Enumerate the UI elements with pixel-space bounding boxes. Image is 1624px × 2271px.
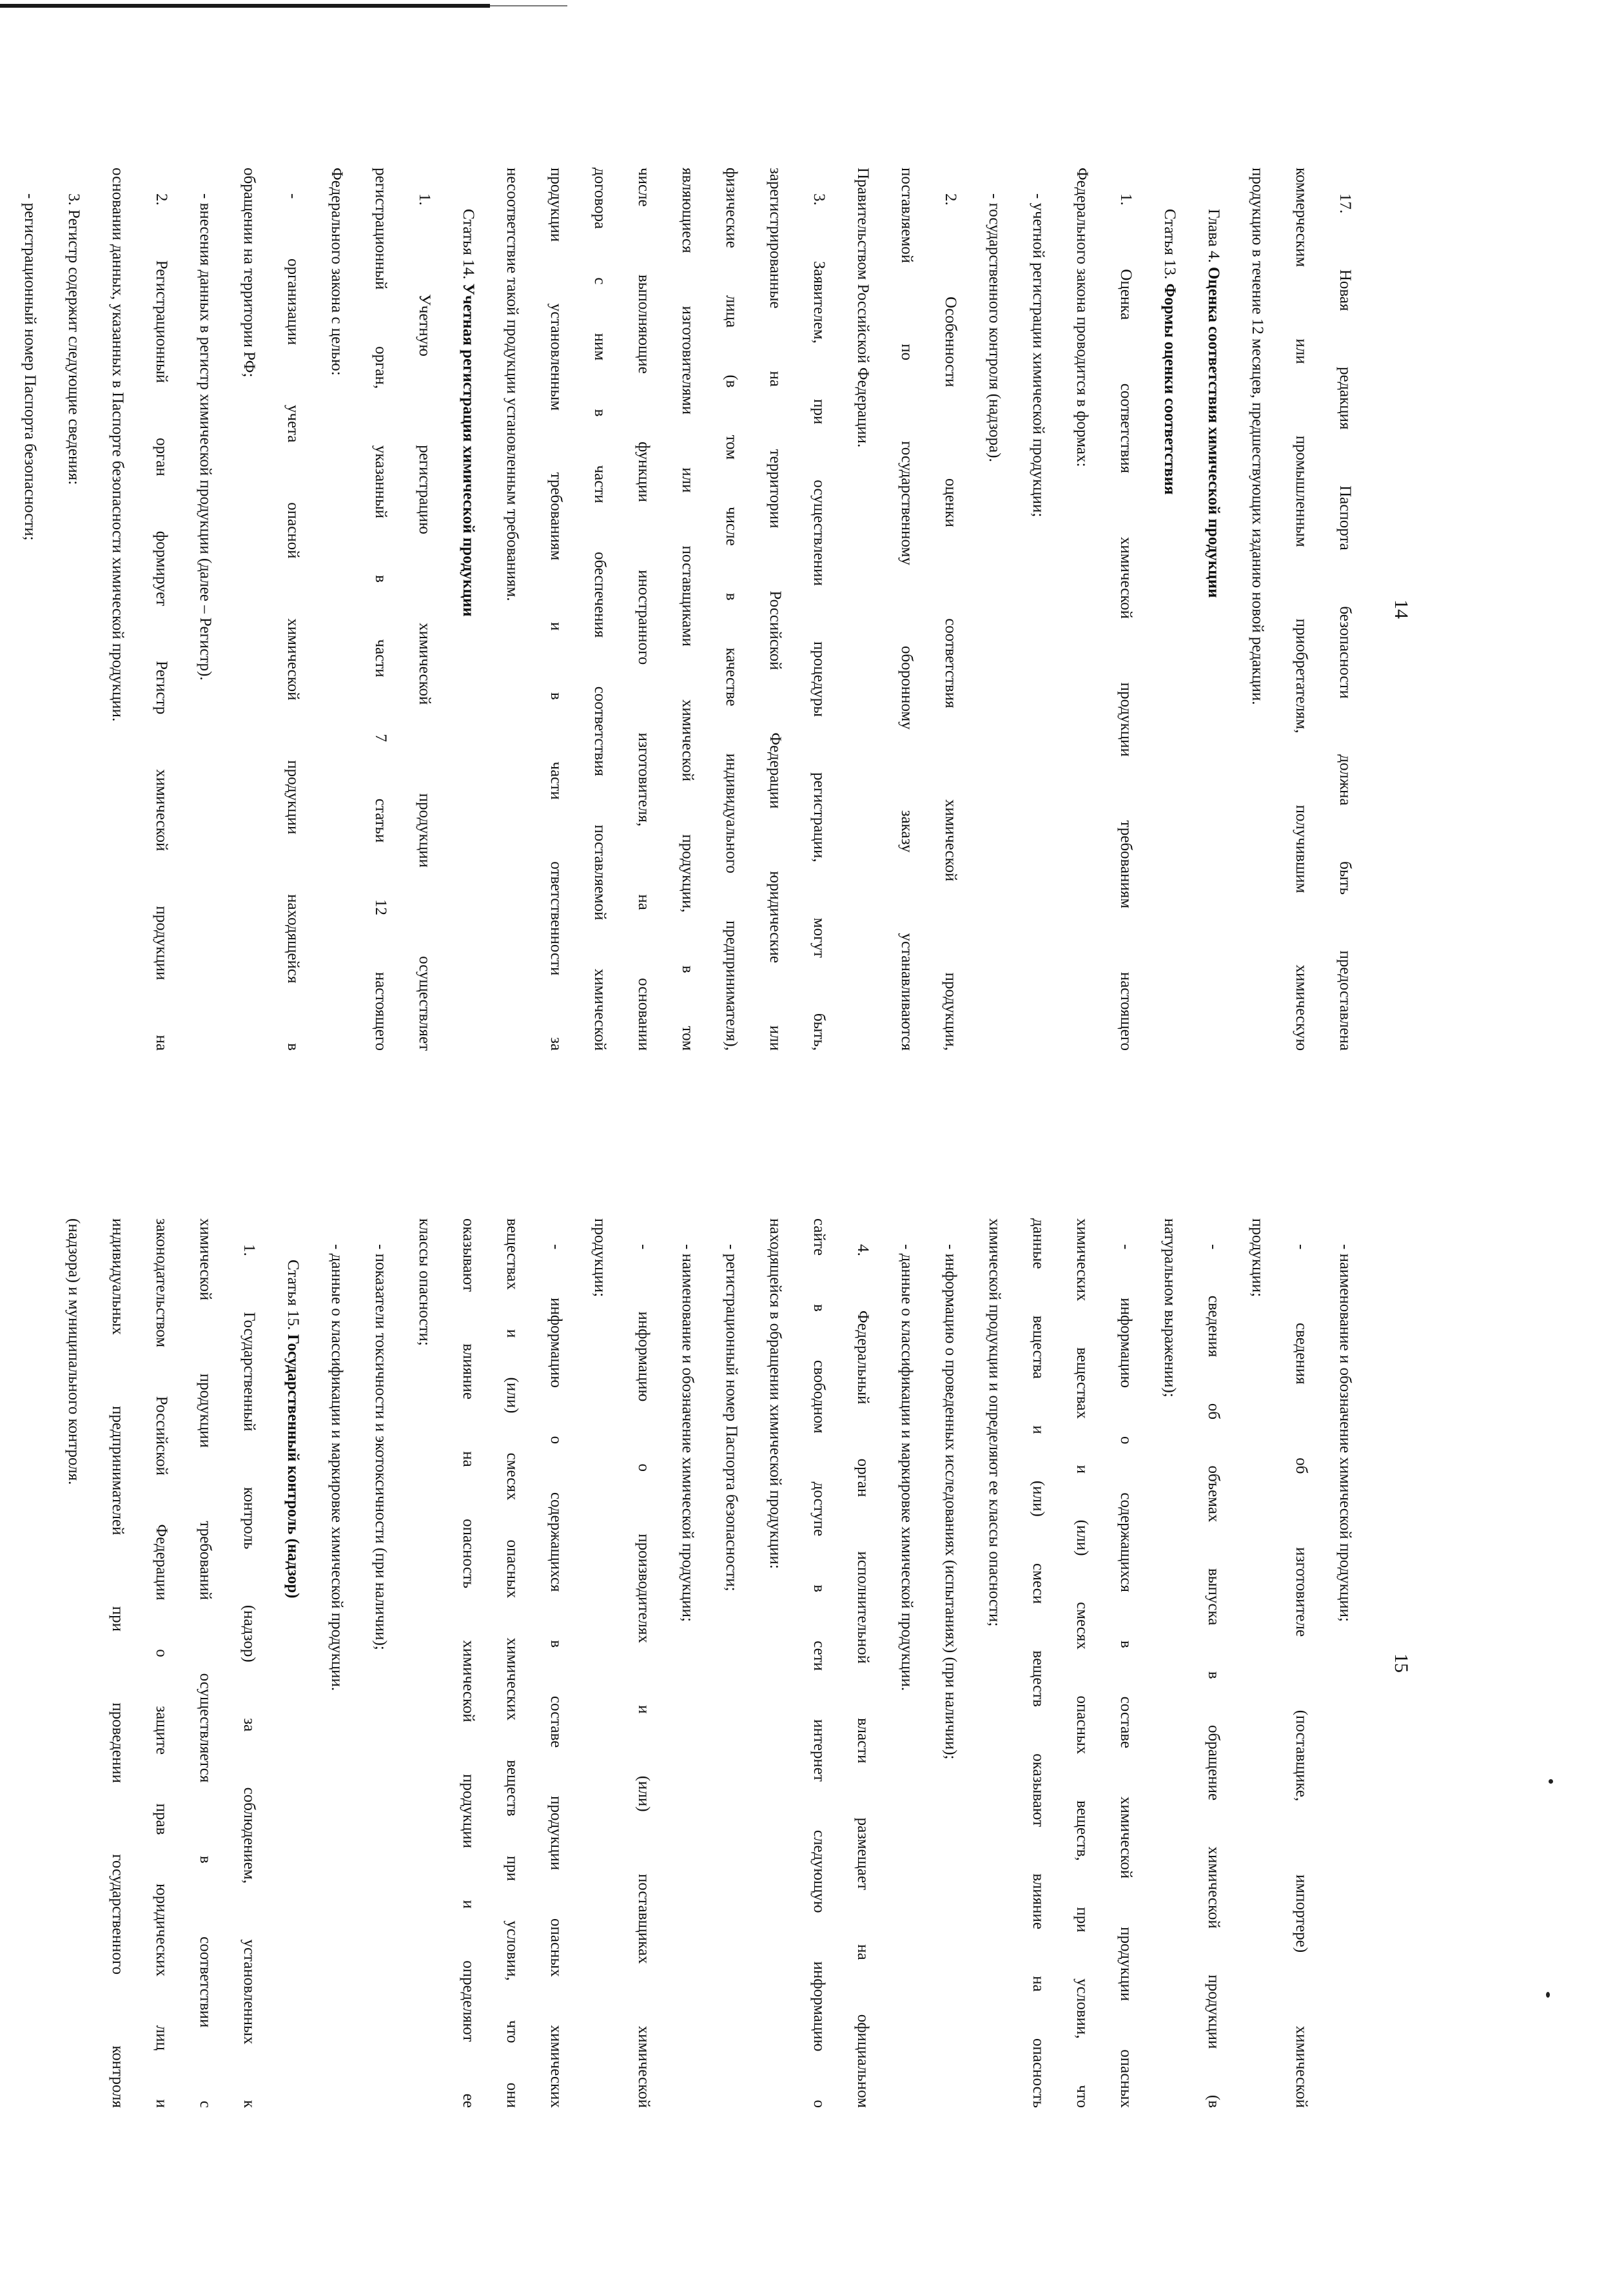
text-line xyxy=(1104,168,1148,1051)
text-line xyxy=(139,168,183,1051)
scan-speck xyxy=(1546,1992,1550,1998)
text-line xyxy=(621,1218,665,2108)
line-text: химических веществах и (или) смесях опасных веществ, при условии, что xyxy=(1073,1218,1091,2108)
line-text: - учетной регистрации химической продукции; xyxy=(1030,193,1047,518)
line-text: сайте в свободном доступе в сети интернет следующую информацию о xyxy=(810,1218,828,2108)
text-line xyxy=(928,168,972,1051)
text-line xyxy=(402,1218,446,2108)
text-line xyxy=(271,1218,315,2108)
line-text: зарегистрированные на территории Российской Федерации юридические или xyxy=(767,168,784,1051)
scan-speck xyxy=(1549,1779,1553,1784)
text-line xyxy=(534,168,578,1051)
text-line xyxy=(1235,1218,1279,2108)
line-text: - организации учета опасной химической продукции находящейся в xyxy=(284,193,302,1051)
text-line xyxy=(578,1218,621,2108)
line-text: 1. Государственный контроль (надзор) за соблюдением, установленных к xyxy=(240,1244,258,2108)
line-text: Статья 15. xyxy=(284,1260,302,1334)
line-text: оказывают влияние на опасность химической продукции и определяют ее xyxy=(460,1218,477,2108)
text-line xyxy=(841,1218,885,2108)
text-line xyxy=(52,168,95,1051)
line-text: - информацию о проведенных исследованиях (испытаниях) (при наличии); xyxy=(942,1244,959,1760)
scan-edge-mark xyxy=(0,4,490,8)
text-line xyxy=(1148,168,1191,1051)
line-text: 4. Федеральный орган исполнительной власти размещает на официальном xyxy=(854,1244,872,2108)
text-line xyxy=(271,168,315,1051)
text-line xyxy=(358,168,402,1051)
line-text: Федерального закона проводится в формах: xyxy=(1073,168,1091,467)
text-line xyxy=(52,1218,95,2108)
page-14 xyxy=(21,168,1412,1051)
text-line xyxy=(227,1218,271,2108)
text-line xyxy=(972,1218,1016,2108)
text-line xyxy=(1060,168,1104,1051)
line-text: числе выполняющие функции иностранного изготовителя, на основании xyxy=(635,168,652,1051)
text-line xyxy=(928,1218,972,2108)
heading-title: Формы оценки соответствия xyxy=(1161,283,1179,495)
page-15 xyxy=(65,1218,1412,2108)
text-line xyxy=(446,1218,490,2108)
heading-title: Оценка соответствия химической продукции xyxy=(1205,266,1222,598)
line-text: - данные о классификации и маркировке химической продукции. xyxy=(328,1244,346,1691)
line-text: являющиеся изготовителями или поставщиками химической продукции, в том xyxy=(679,168,696,1051)
text-line xyxy=(95,168,139,1051)
line-text: - данные о классификации и маркировке химической продукции. xyxy=(898,1244,915,1691)
line-text: - регистрационный номер Паспорта безопасности; xyxy=(723,1244,740,1592)
line-text: - сведения об объемах выпуска в обращение химической продукции (в xyxy=(1205,1244,1222,2108)
line-text: законодательством Российской Федерации о защите прав юридических лиц и xyxy=(153,1218,170,2108)
line-text: - информацию о содержащихся в составе продукции опасных химических xyxy=(547,1244,565,2108)
line-text: химической продукции требований осуществляется в соответствии с xyxy=(197,1218,214,2108)
line-text: обращении на территории РФ; xyxy=(240,168,258,378)
text-line xyxy=(797,1218,841,2108)
text-line xyxy=(183,168,227,1051)
text-line xyxy=(1191,1218,1235,2108)
line-text: основании данных, указанных в Паспорте безопасности химической продукции. xyxy=(109,168,126,722)
text-line xyxy=(972,168,1016,1051)
line-text: Глава 4. xyxy=(1205,209,1222,267)
line-text: физические лица (в том числе в качестве индивидуального предпринимателя), xyxy=(723,168,740,1051)
text-line xyxy=(358,1218,402,2108)
scan-edge-mark-thin xyxy=(490,5,567,6)
line-text: продукции; xyxy=(591,1218,609,1298)
line-text: веществах и (или) смесях опасных химических веществ при условии, что они xyxy=(504,1218,521,2108)
line-text: договора с ним в части обеспечения соответствия поставляемой химической xyxy=(591,168,609,1051)
line-text: Статья 14. xyxy=(460,209,477,284)
line-text: 2. Регистрационный орган формирует Регистр химической продукции на xyxy=(153,193,170,1051)
line-text: - сведения об изготовителе (поставщике, импортере) химической xyxy=(1293,1244,1310,2108)
text-line xyxy=(665,168,709,1051)
line-text: - наименование и обозначение химической продукции; xyxy=(679,1244,696,1622)
text-line xyxy=(753,1218,797,2108)
line-text: - показатели токсичности и экотоксичности (при наличии); xyxy=(372,1244,389,1650)
text-line xyxy=(885,168,928,1051)
line-text: (надзора) и муниципального контроля. xyxy=(65,1218,83,1485)
text-line xyxy=(753,168,797,1051)
text-line xyxy=(139,1218,183,2108)
line-text: химической продукции и определяют ее классы опасности; xyxy=(986,1218,1003,1627)
text-line xyxy=(490,168,534,1051)
text-line xyxy=(1016,1218,1060,2108)
text-line xyxy=(1323,1218,1367,2108)
text-line xyxy=(183,1218,227,2108)
text-line xyxy=(1104,1218,1148,2108)
text-line xyxy=(227,168,271,1051)
line-text: 2. Особенности оценки соответствия химической продукции, xyxy=(942,193,959,1051)
line-text: натуральном выражении); xyxy=(1161,1218,1179,1398)
text-line xyxy=(1279,168,1323,1051)
line-text: коммерческим или промышленным приобретателям, получившим химическую xyxy=(1293,168,1310,1051)
text-line xyxy=(315,1218,358,2108)
heading-title: Учетная регистрация химической продукции xyxy=(460,283,477,617)
line-text: продукцию в течение 12 месяцев, предшествующих изданию новой редакции. xyxy=(1249,168,1266,705)
line-text: несоответствие такой продукции установленным требованиям. xyxy=(504,168,521,601)
line-text: данные вещества и (или) смеси веществ оказывают влияние на опасность xyxy=(1030,1218,1047,2108)
heading-title: Государственный контроль (надзор) xyxy=(284,1334,302,1599)
line-text: 1. Учетную регистрацию химической продукции осуществляет xyxy=(416,193,433,1051)
page-number: 14 xyxy=(1391,599,1412,619)
text-line xyxy=(1323,168,1367,1051)
line-text: Статья 13. xyxy=(1161,209,1179,284)
line-text: - государственного контроля (надзора). xyxy=(986,193,1003,462)
text-line xyxy=(885,1218,928,2108)
text-line xyxy=(1279,1218,1323,2108)
text-line xyxy=(95,1218,139,2108)
line-text: находящейся в обращении химической продукции: xyxy=(767,1218,784,1569)
text-line xyxy=(709,168,753,1051)
line-text: 3. Регистр содержит следующие сведения: xyxy=(65,193,83,485)
line-text: - наименование и обозначение химической продукции; xyxy=(1336,1244,1354,1622)
text-line xyxy=(402,168,446,1051)
text-line xyxy=(1235,168,1279,1051)
line-text: регистрационный орган, указанный в части 7 статьи 12 настоящего xyxy=(372,168,389,1051)
page-number: 15 xyxy=(1391,1653,1412,1673)
text-line xyxy=(1148,1218,1191,2108)
line-text: Правительством Российской Федерации. xyxy=(854,168,872,448)
line-text: 17. Новая редакция Паспорта безопасности должна быть предоставлена xyxy=(1336,193,1354,1051)
text-line xyxy=(315,168,358,1051)
text-line xyxy=(1060,1218,1104,2108)
text-line xyxy=(534,1218,578,2108)
line-text: 1. Оценка соответствия химической продукции требованиям настоящего xyxy=(1117,193,1135,1051)
line-text: - информацию о производителях и (или) поставщиках химической xyxy=(635,1244,652,2108)
text-line xyxy=(1191,168,1235,1051)
line-text: продукции; xyxy=(1249,1218,1266,1298)
text-line xyxy=(841,168,885,1051)
page-body xyxy=(52,1218,1367,2108)
line-text: поставляемой по государственному оборонному заказу устанавливаются xyxy=(898,168,915,1051)
page-body xyxy=(8,168,1367,1051)
line-text: - информацию о содержащихся в составе химической продукции опасных xyxy=(1117,1244,1135,2108)
text-line xyxy=(1016,168,1060,1051)
line-text: Федерального закона с целью: xyxy=(328,168,346,376)
text-line xyxy=(446,168,490,1051)
line-text: продукции установленным требованиям и в части ответственности за xyxy=(547,168,565,1051)
line-text: классы опасности; xyxy=(416,1218,433,1346)
text-line xyxy=(490,1218,534,2108)
line-text: индивидуальных предпринимателей при проведении государственного контроля xyxy=(109,1218,126,2108)
line-text: 3. Заявителем, при осуществлении процедуры регистрации, могут быть, xyxy=(810,193,828,1051)
line-text: - регистрационный номер Паспорта безопасности; xyxy=(21,193,39,541)
text-line xyxy=(8,168,52,1051)
text-line xyxy=(665,1218,709,2108)
text-line xyxy=(797,168,841,1051)
text-line xyxy=(621,168,665,1051)
text-line xyxy=(578,168,621,1051)
line-text: - внесения данных в регистр химической продукции (далее – Регистр). xyxy=(197,193,214,681)
text-line xyxy=(709,1218,753,2108)
